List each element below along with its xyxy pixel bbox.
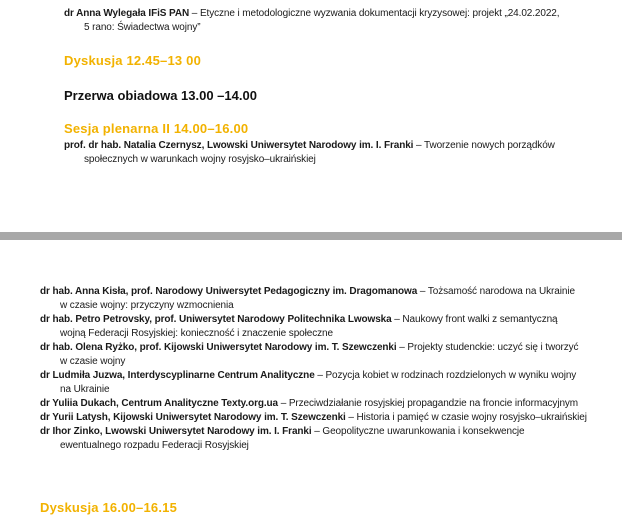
talk-title-continued: w czasie wojny: [60, 356, 126, 367]
section-divider: [0, 232, 622, 240]
discussion-heading-1: Dyskusja 12.45–13 00: [64, 53, 201, 68]
discussion-heading-2: Dyskusja 16.00–16.15: [40, 500, 177, 515]
talk-title-continued: wojną Federacji Rosyjskiej: konieczność i znaczenie społeczne: [60, 328, 333, 339]
speaker-name: dr Ihor Zinko, Lwowski Uniwersytet Narodowy im. I. Franki: [40, 426, 312, 437]
talk-title-continued: 5 rano: Świadectwa wojny”: [84, 22, 201, 33]
talk-title: – Tożsamość narodowa na Ukrainie: [417, 286, 575, 297]
speaker-name: dr hab. Anna Kisła, prof. Narodowy Uniwersytet Pedagogiczny im. Dragomanowa: [40, 286, 418, 297]
talk-title: – Etyczne i metodologiczne wyzwania dokumentacji kryzysowej: projekt „24.02.2022,: [189, 8, 560, 19]
list-item: [40, 397, 610, 411]
speaker-list: [40, 285, 610, 453]
plenary-session-heading: Sesja plenarna II 14.00–16.00: [64, 121, 249, 136]
plenary-entry: [64, 139, 604, 167]
list-item: [40, 425, 610, 453]
lunch-break-heading: Przerwa obiadowa 13.00 –14.00: [64, 88, 257, 103]
list-item: [40, 341, 610, 369]
talk-title: – Historia i pamięć w czasie wojny rosyjsko–ukraińskiej: [345, 412, 587, 423]
speaker-name: dr hab. Olena Ryżko, prof. Kijowski Uniwersytet Narodowy im. T. Szewczenki: [40, 342, 397, 353]
speaker-name: dr hab. Petro Petrovsky, prof. Uniwersytet Narodowy Politechnika Lwowska: [40, 314, 392, 325]
speaker-name: prof. dr hab. Natalia Czernysz, Lwowski Uniwersytet Narodowy im. I. Franki: [64, 140, 414, 151]
speaker-name: dr Yuliia Dukach, Centrum Analityczne Texty.org.ua: [40, 398, 279, 409]
talk-title: – Przeciwdziałanie rosyjskiej propagandzie na froncie informacyjnym: [278, 398, 579, 409]
talk-title: – Naukowy front walki z semantyczną: [391, 314, 558, 325]
speaker-name: dr Yurii Latysh, Kijowski Uniwersytet Narodowy im. T. Szewczenki: [40, 412, 346, 423]
list-item: [40, 411, 610, 425]
top-entry: [64, 7, 604, 35]
speaker-name: dr Ludmiła Juzwa, Interdyscyplinarne Centrum Analityczne: [40, 370, 315, 381]
talk-title-continued: na Ukrainie: [60, 384, 110, 395]
talk-title-continued: w czasie wojny: przyczyny wzmocnienia: [60, 300, 234, 311]
list-item: [40, 313, 610, 341]
talk-title: – Projekty studenckie: uczyć się i tworzyć: [396, 342, 579, 353]
list-item: [40, 285, 610, 313]
talk-title-continued: ewentualnego rozpadu Federacji Rosyjskiej: [60, 440, 249, 451]
talk-title-continued: społecznych w warunkach wojny rosyjsko–ukraińskiej: [84, 154, 316, 165]
talk-title: – Tworzenie nowych porządków: [413, 140, 555, 151]
speaker-name: dr Anna Wylegała IFiS PAN: [64, 8, 190, 19]
talk-title: – Geopolityczne uwarunkowania i konsekwencje: [311, 426, 525, 437]
list-item: [40, 369, 610, 397]
talk-title: – Pozycja kobiet w rodzinach rozdzielonych w wyniku wojny: [314, 370, 577, 381]
